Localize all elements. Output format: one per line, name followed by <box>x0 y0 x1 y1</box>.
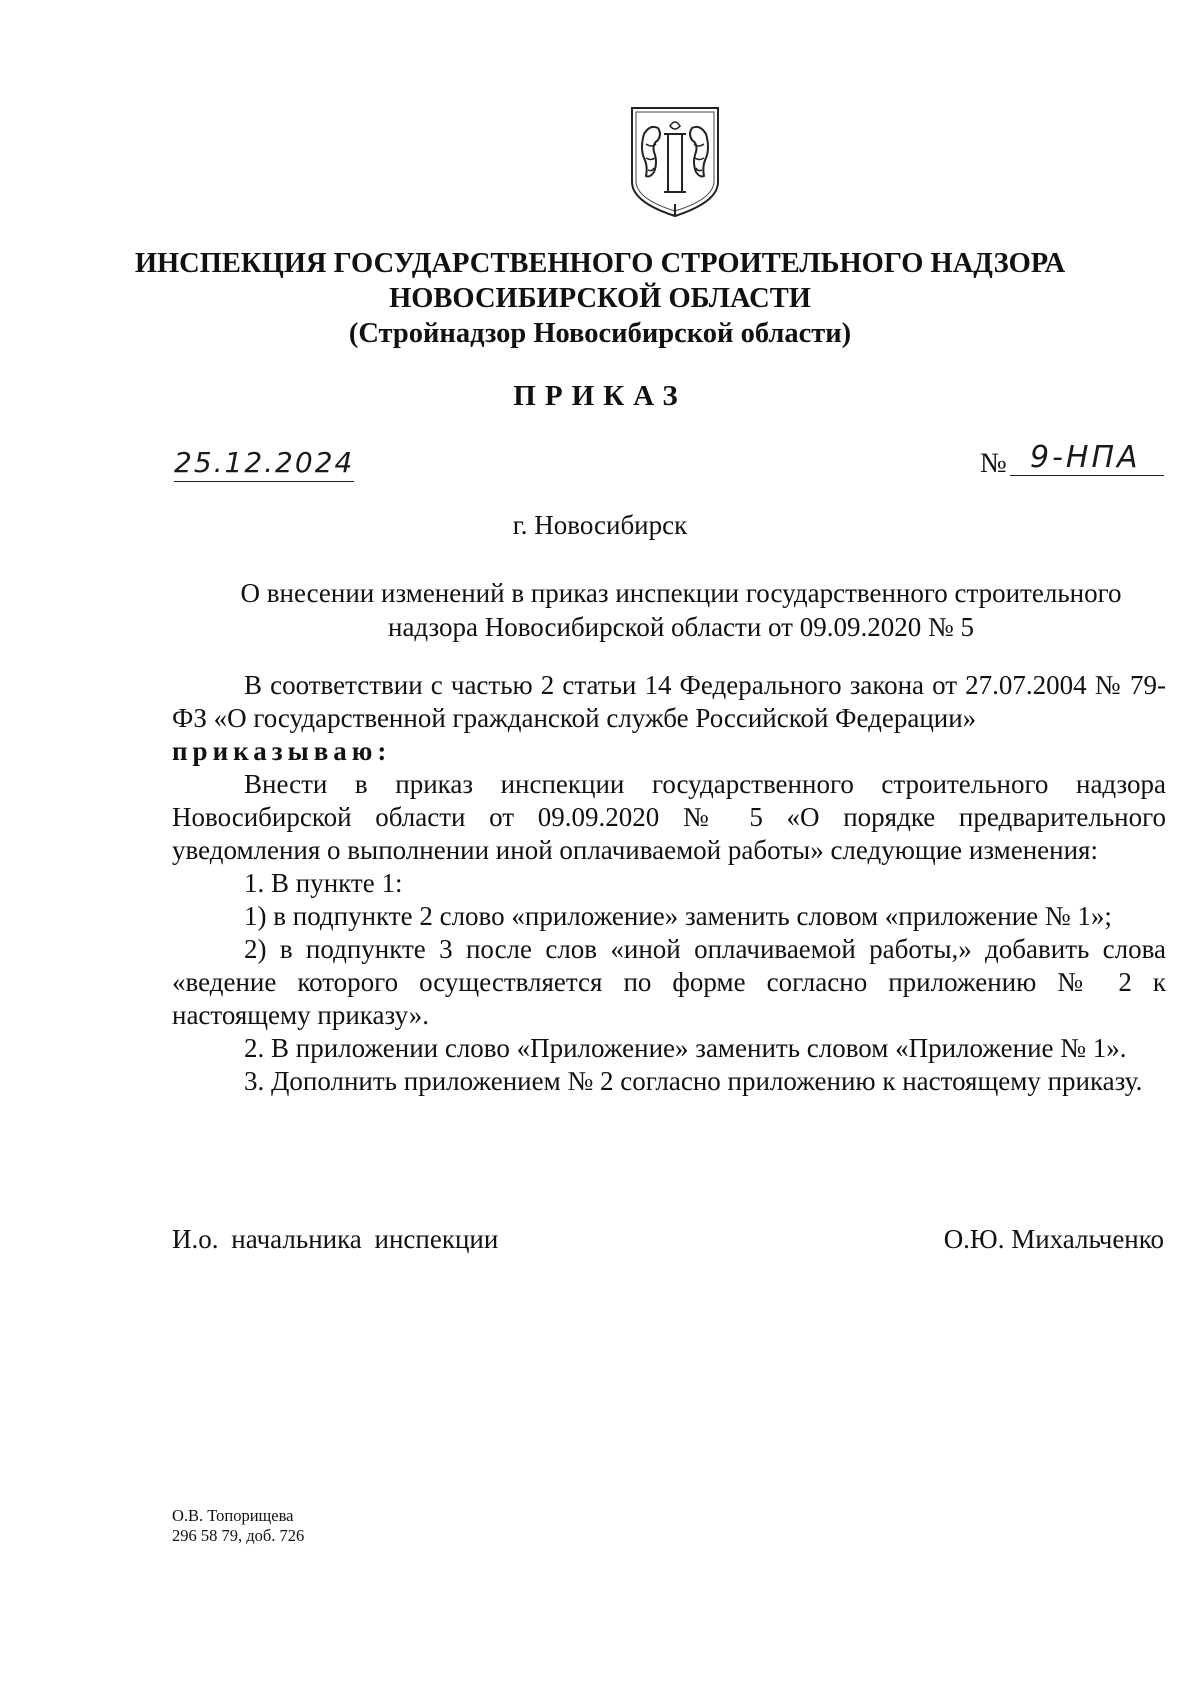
item-1-subitem-1: 1) в подпункте 2 слово «приложение» заменить словом «приложение № 1»; <box>244 901 1112 931</box>
item-3: 3. Дополнить приложением № 2 согласно приложению к настоящему приказу. <box>244 1066 1143 1096</box>
organization-name <box>0 246 1200 351</box>
subject-line-1: О внесении изменений в приказ инспекции государственного строительного <box>240 578 1122 608</box>
order-number: 9-НПА <box>1010 440 1164 476</box>
item-1: 1. В пункте 1: <box>244 868 403 898</box>
org-line-2: НОВОСИБИРСКОЙ ОБЛАСТИ <box>389 283 811 314</box>
coat-of-arms-icon <box>628 104 722 220</box>
document-type: ПРИКАЗ <box>513 380 687 412</box>
org-line-1: ИНСПЕКЦИЯ ГОСУДАРСТВЕННОГО СТРОИТЕЛЬНОГО НАДЗОРА <box>134 248 1066 279</box>
number-sign: № <box>980 448 1007 479</box>
order-date: 25.12.2024 <box>174 446 354 482</box>
signatory-name: О.Ю. Михальченко <box>943 1224 1164 1254</box>
order-body <box>172 669 1166 1098</box>
decree-word: приказываю: <box>172 736 392 766</box>
order-subject <box>200 576 1162 644</box>
executor-name: О.В. Топорищева <box>172 1506 294 1525</box>
subject-line-2: надзора Новосибирской области от 09.09.2020 № 5 <box>388 612 974 642</box>
item-2: 2. В приложении слово «Приложение» заменить словом «Приложение № 1». <box>244 1033 1127 1063</box>
instruction-paragraph: Внести в приказ инспекции государственного строительного надзора Новосибирской области от 09.09.2020 № 5 «О порядке предварительного уведомления о выполнении иной оплачиваемой работы» следующие изменения: <box>172 769 1166 865</box>
signatory-position: И.о. начальника инспекции <box>172 1224 499 1254</box>
city: г. Новосибирск <box>512 510 688 540</box>
executor-info <box>172 1506 304 1546</box>
org-short-name: (Стройнадзор Новосибирской области) <box>348 318 852 349</box>
executor-phone: 296 58 79, доб. 726 <box>172 1526 305 1545</box>
preamble-paragraph: В соответствии с частью 2 статьи 14 Федерального закона от 27.07.2004 № 79-ФЗ «О государственной гражданской службе Российской Федерации» <box>172 670 1166 733</box>
item-1-subitem-2: 2) в подпункте 3 после слов «иной оплачиваемой работы,» добавить слова «ведение которого осуществляется по форме согласно приложению № 2 к настоящему приказу». <box>172 934 1166 1030</box>
